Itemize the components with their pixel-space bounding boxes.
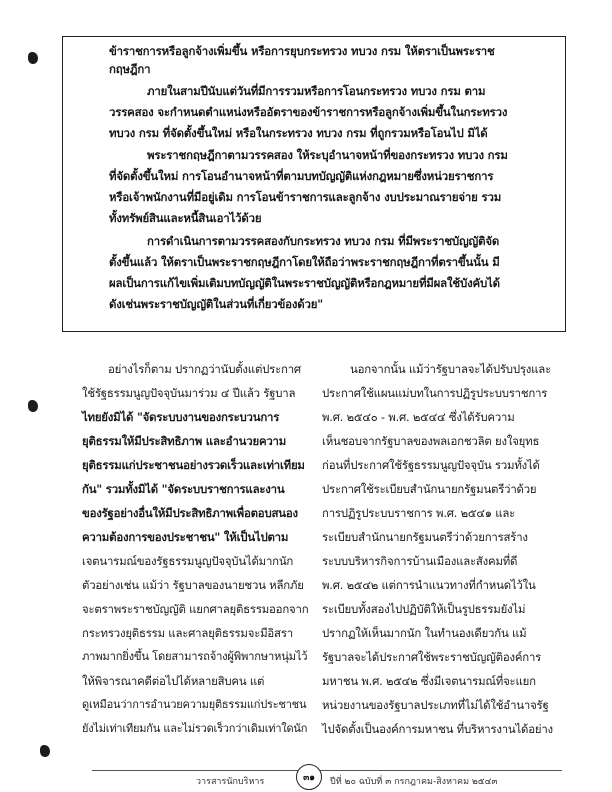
quote-line: วรรคสอง จะกำหนดตำแหน่งหรืออัตราของข้าราชการหรือลูกจ้างเพิ่มขึ้นในกระทรวง [109, 105, 508, 119]
left-column-line: ตัวอย่างเช่น แม้ว่า รัฐบาลของนายชวน หลีกภัย [82, 578, 304, 592]
right-column-line: ประกาศใช้ระเบียบสำนักนายกรัฐมนตรีว่าด้วย [322, 482, 537, 496]
right-column-line: มหาชน พ.ศ. ๒๕๔๒ ซึ่งมีเจตนารมณ์ที่จะแยก [322, 674, 536, 688]
quote-line: พระราชกฤษฎีกาตามวรรคสอง ให้ระบุอำนาจหน้าที่ของกระทรวง ทบวง กรม [147, 148, 508, 162]
left-column-line: ยุติธรรมแก่ประชาชนอย่างรวดเร็วและเท่าเทียม [82, 458, 305, 472]
punch-mark-middle [28, 400, 38, 412]
left-column-line: ความต้องการของประชาชน" ให้เป็นไปตาม [82, 530, 289, 544]
quote-line: ข้าราชการหรือลูกจ้างเพิ่มขึ้น หรือการยุบกระทรวง ทบวง กรม ให้ตราเป็นพระราช [109, 44, 495, 58]
left-column-line: กระทรวงยุติธรรม และศาลยุติธรรมจะมีอิสรา [82, 626, 293, 640]
right-column-line: ระบบบริหารกิจการบ้านเมืองและสังคมที่ดี [322, 554, 518, 568]
left-column-line: ให้พิจารณาคดีต่อไปได้หลายสิบคน แต่ [82, 674, 265, 688]
right-column-line: เห็นชอบจากรัฐบาลของพลเอกชวลิต ยงใจยุทธ [322, 434, 540, 448]
quote-line: ภายในสามปีนับแต่วันที่มีการรวมหรือการโอนกระทรวง ทบวง กรม ตาม [147, 84, 486, 98]
right-column-line: พ.ศ. ๒๕๔๐ - พ.ศ. ๒๕๔๔ ซึ่งได้รับความ [322, 410, 515, 424]
quote-line: ผลเป็นการแก้ไขเพิ่มเติมบทบัญญัติในพระราชบัญญัติหรือกฎหมายที่มีผลใช้บังคับได้ [109, 276, 500, 290]
punch-mark-bottom [40, 745, 50, 757]
left-column-line: กัน" รวมทั้งมิได้ "จัดระบบราชการและงาน [82, 482, 285, 496]
quote-box [62, 36, 566, 332]
page-number: ๓๑ [303, 773, 315, 783]
quote-line: ดังเช่นพระราชบัญญัติในส่วนที่เกี่ยวข้องด้วย" [109, 297, 324, 311]
quote-line: ทั้งทรัพย์สินและหนี้สินเอาไว้ด้วย [109, 211, 262, 225]
right-column-line: การปฏิรูประบบราชการ พ.ศ. ๒๕๔๑ และ [322, 506, 516, 520]
quote-line: ตั้งขึ้นแล้ว ให้ตราเป็นพระราชกฤษฎีกาโดยให้ถือว่าพระราชกฤษฎีกาที่ตราขึ้นนั้น มี [109, 255, 500, 269]
quote-line: การดำเนินการตามวรรคสองกับกระทรวง ทบวง กรม ที่มีพระราชบัญญัติจัด [147, 234, 500, 248]
left-column-line: ไทยยังมิได้ "จัดระบบงานของกระบวนการ [82, 410, 280, 424]
left-column-line: อย่างไรก็ตาม ปรากฏว่านับตั้งแต่ประกาศ [108, 362, 301, 376]
right-column-line: ระเบียบสำนักนายกรัฐมนตรีว่าด้วยการสร้าง [322, 530, 528, 544]
footer-rule [92, 770, 562, 771]
quote-line: ทบวง กรม ที่จัดตั้งขึ้นใหม่ หรือในกระทรวง ทบวง กรม ที่ถูกรวมหรือโอนไป มิได้ [109, 126, 488, 140]
left-column-line: ของรัฐอย่างอื่นให้มีประสิทธิภาพเพื่อตอบสนอง [82, 506, 298, 520]
right-column-line: ก่อนที่ประกาศใช้รัฐธรรมนูญปัจจุบัน รวมทั้งได้ [322, 458, 540, 472]
left-column-line: ใช้รัฐธรรมนูญปัจจุบันมาร่วม ๔ ปีแล้ว รัฐบาล [82, 386, 296, 400]
right-column-line: ไปจัดตั้งเป็นองค์การมหาชน ที่บริหารงานได้อย่าง [322, 722, 553, 736]
column-gutter [310, 360, 311, 760]
left-column-line: เจตนารมณ์ของรัฐธรรมนูญปัจจุบันได้มากนัก [82, 554, 294, 568]
quote-line: ที่จัดตั้งขึ้นใหม่ การโอนอำนาจหน้าที่ตามบทบัญญัติแห่งกฎหมายซึ่งหน่วยราชการ [109, 169, 494, 183]
right-column-line: ปรากฏให้เห็นมากนัก ในทำนองเดียวกัน แม้ [322, 626, 527, 640]
right-column-line: พ.ศ. ๒๕๔๒ แต่การนำแนวทางที่กำหนดไว้ใน [322, 578, 536, 592]
left-column-line: ยังไม่เท่าเทียมกัน และไม่รวดเร็วกว่าเดิมเท่าใดนัก [82, 722, 308, 735]
left-column-line: ภาพมากยิ่งขึ้น โดยสามารถจ้างผู้พิพากษาหนุ่มไว้ [82, 650, 308, 663]
quote-line: กฤษฎีกา [109, 62, 151, 76]
left-column-line: จะตราพระราชบัญญัติ แยกศาลยุติธรรมออกจาก [82, 602, 309, 616]
punch-mark-top [28, 52, 38, 64]
page-number-badge [296, 764, 322, 790]
right-column-line: หน่วยงานของรัฐบาลประเภทที่ไม่ได้ใช้อำนาจรัฐ [322, 698, 549, 712]
right-column-line: ประกาศใช้แผนแม่บทในการปฏิรูประบบราชการ [322, 386, 548, 400]
footer-issue-info: ปีที่ ๒๐ ฉบับที่ ๓ กรกฎาคม-สิงหาคม ๒๕๔๓ [330, 777, 498, 787]
footer-journal-name: วารสารนักบริหาร [196, 777, 265, 787]
right-column-line: นอกจากนั้น แม้ว่ารัฐบาลจะได้ปรับปรุงและ [350, 362, 551, 376]
right-column-line: ระเบียบทั้งสองไปปฏิบัติให้เป็นรูปธรรมยังไม่ [322, 602, 526, 616]
left-column-line: ดูเหมือนว่าการอำนวยความยุติธรรมแก่ประชาชน [82, 698, 307, 711]
right-column-line: รัฐบาลจะได้ประกาศใช้พระราชบัญญัติองค์การ [322, 650, 542, 664]
left-column-line: ยุติธรรมให้มีประสิทธิภาพ และอำนวยความ [82, 434, 287, 448]
quote-line: หรือเจ้าพนักงานที่มีอยู่เดิม การโอนข้าราชการและลูกจ้าง งบประมาณรายจ่าย รวม [109, 190, 502, 204]
